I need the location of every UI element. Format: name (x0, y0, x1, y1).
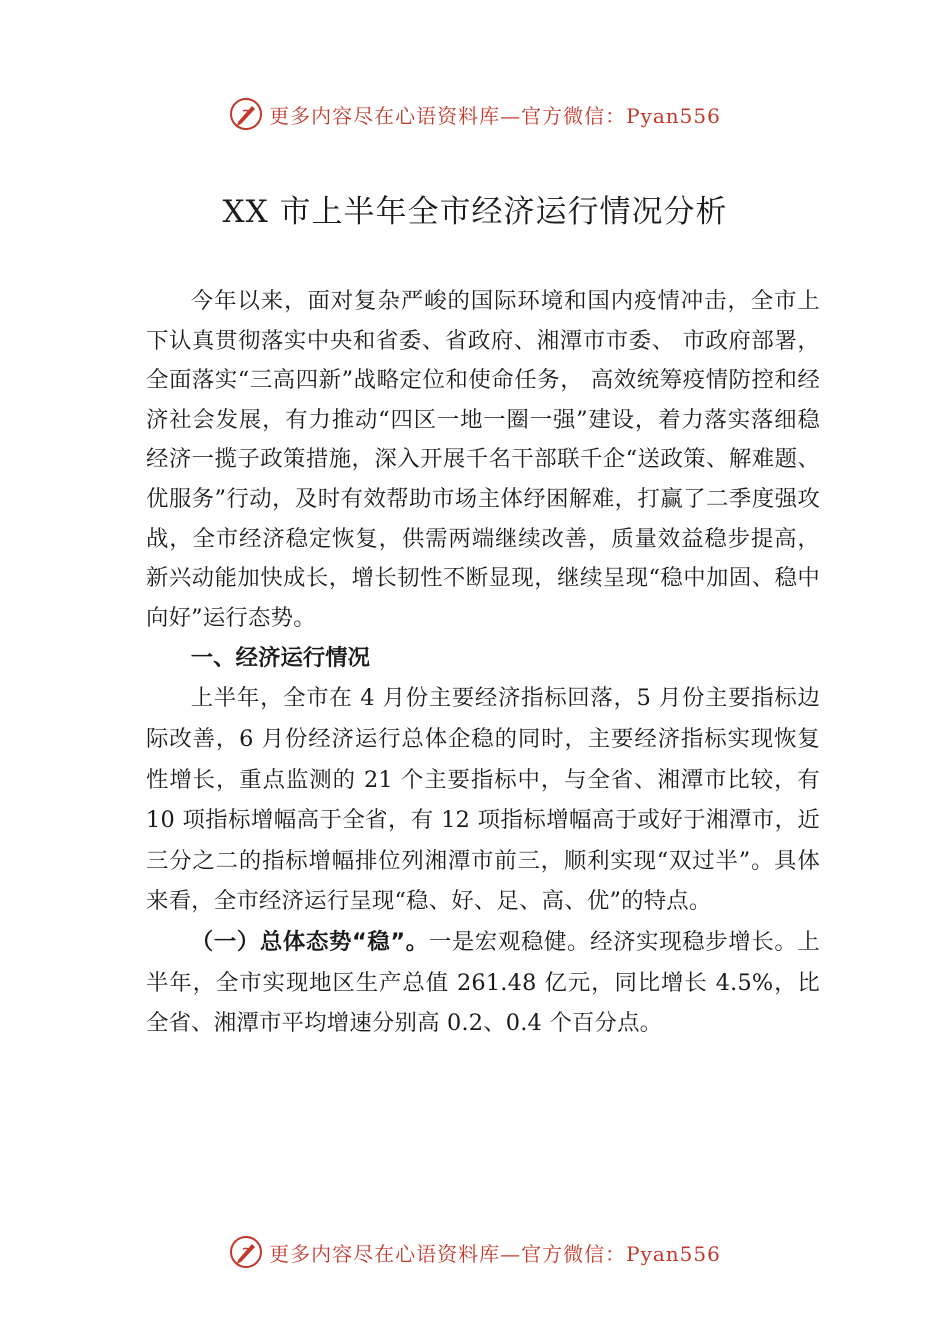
banner-text: 更多内容尽在心语资料库—官方微信：Pyan556 (269, 103, 721, 128)
banner-text: 更多内容尽在心语资料库—官方微信：Pyan556 (269, 1241, 721, 1266)
intro-paragraph: 今年以来，面对复杂严峻的国际环境和国内疫情冲击，全市上下认真贯彻落实中央和省委、省政府、湘潭市市委、 市政府部署，全面落实“三高四新”战略定位和使命任务， 高效统筹疫情防控和经济社会发展，有力推动“四区一地一圈一强”建设，着力落实落细稳经济一揽子政策措施，深入开展千名干部联千企“送政策、解难题、优服务”行动，及时有效帮助市场主体纾困解难，打赢了二季度强攻战，全市经济稳定恢复，供需两端继续改善，质量效益稳步提高，新兴动能加快成长，增长韧性不断显现，继续呈现“稳中加固、稳中向好”运行态势。 (146, 288, 820, 631)
section-heading: 一、经济运行情况 (190, 645, 370, 672)
quill-pen-stamp-icon (229, 1235, 263, 1269)
header-banner (0, 92, 950, 136)
document-body (146, 282, 820, 1044)
section-paragraph: 上半年，全市在 4 月份主要经济指标回落，5 月份主要指标边际改善，6 月份经济运行总体企稳的同时，主要经济指标实现恢复性增长，重点监测的 21 个主要指标中，与全省、湘潭市比较，有 10 项指标增幅高于全省，有 12 项指标增幅高于或好于湘潭市，近三分之二的指标增幅排位列湘潭市前三，顺利实现“双过半”。具体来看，全市经济运行呈现“稳、好、足、高、优”的特点。 (146, 685, 820, 915)
document-title: XX 市上半年全市经济运行情况分析 (222, 194, 728, 230)
subsection-heading: （一）总体态势“稳”。 (190, 928, 429, 955)
footer-banner (0, 1230, 950, 1274)
subsection-paragraph (146, 922, 820, 1044)
quill-pen-stamp-icon (229, 97, 263, 131)
subsection-text: 一是宏观稳健。经济实现稳步增长。上半年，全市实现地区生产总值 261.48 亿元，同比增长 4.5%，比全省、湘潭市平均增速分别高 0.2、0.4 个百分点。 (146, 928, 820, 1037)
